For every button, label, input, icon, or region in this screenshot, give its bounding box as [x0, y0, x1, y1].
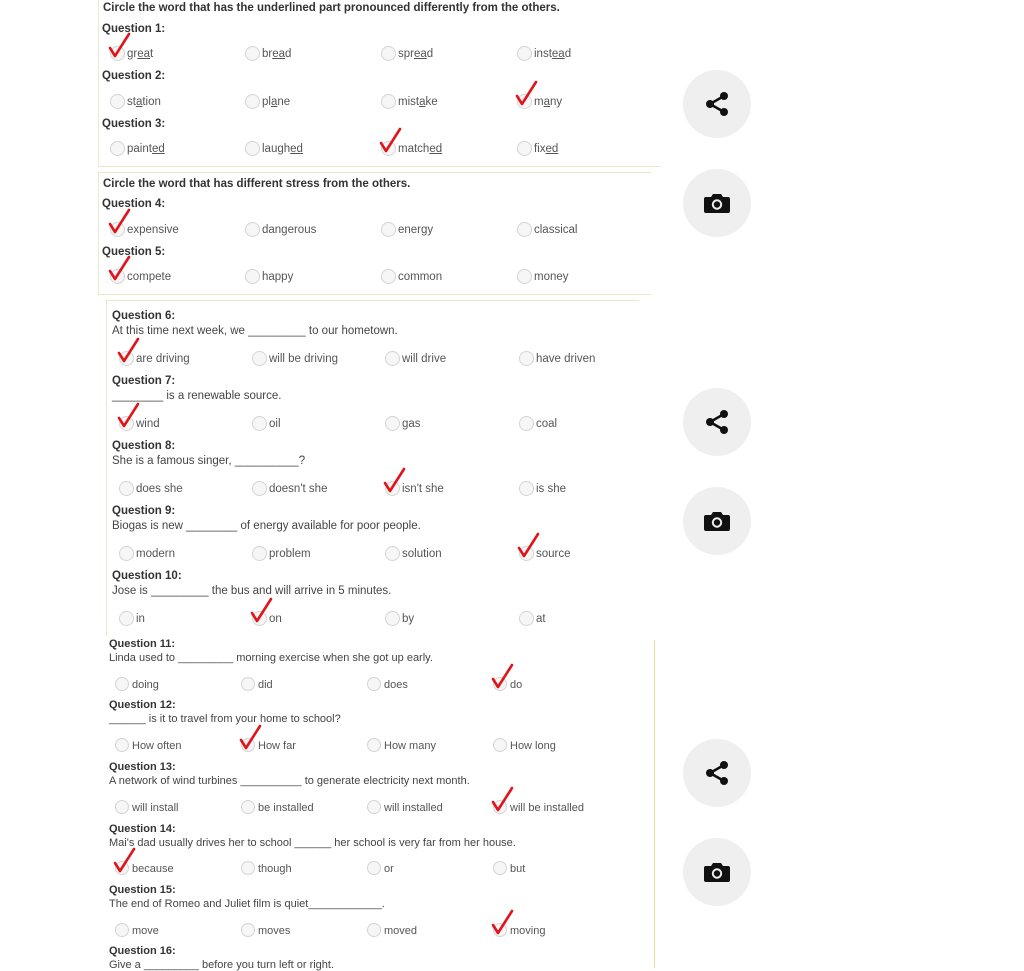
- radio-button[interactable]: [385, 481, 400, 496]
- radio-button[interactable]: [252, 546, 267, 561]
- underlined-part: ed: [429, 143, 443, 155]
- question-label: Question 6:: [112, 310, 176, 322]
- option-label: [262, 96, 290, 108]
- radio-button[interactable]: [245, 94, 260, 109]
- radio-button[interactable]: [252, 481, 267, 496]
- option-text-part: tion: [142, 96, 161, 108]
- option-label: move: [132, 925, 159, 937]
- option-label: gas: [402, 418, 421, 430]
- option-label: in: [136, 613, 145, 625]
- camera-button[interactable]: [683, 169, 751, 237]
- option-label: have driven: [536, 353, 596, 365]
- option-label: [127, 48, 153, 60]
- option-label: [398, 143, 442, 155]
- question-label: Question 16:: [109, 945, 176, 957]
- radio-button[interactable]: [115, 677, 129, 691]
- camera-button[interactable]: [683, 487, 751, 555]
- radio-button[interactable]: [493, 861, 507, 875]
- radio-button[interactable]: [245, 141, 260, 156]
- option-text-part: laugh: [262, 143, 291, 155]
- option-label: is she: [536, 483, 567, 495]
- option-label: will drive: [402, 353, 447, 365]
- question-label: Question 12:: [109, 699, 176, 711]
- radio-button[interactable]: [493, 738, 507, 752]
- option-label: coal: [536, 418, 558, 430]
- radio-button[interactable]: [245, 269, 260, 284]
- option-label: because: [132, 863, 174, 875]
- option-label: energy: [398, 224, 434, 236]
- option-label: How often: [132, 740, 182, 752]
- option-text-part: inst: [534, 48, 552, 60]
- option-label: be installed: [258, 802, 314, 814]
- option-label: [262, 48, 291, 60]
- radio-button[interactable]: [245, 46, 260, 61]
- radio-button[interactable]: [493, 677, 507, 691]
- radio-button[interactable]: [252, 416, 267, 431]
- radio-button[interactable]: [245, 222, 260, 237]
- question-label: Question 11:: [109, 638, 176, 650]
- underlined-part: ed: [290, 143, 303, 155]
- option-label: isn't she: [402, 483, 444, 495]
- option-label: doing: [132, 679, 159, 691]
- question-text: Jose is _________ the bus and will arrive in 5 minutes.: [112, 585, 392, 597]
- radio-button[interactable]: [517, 94, 532, 109]
- option-text-part: d: [426, 48, 434, 60]
- radio-button[interactable]: [252, 351, 267, 366]
- option-text-part: gr: [127, 48, 138, 60]
- option-label: [534, 143, 558, 155]
- camera-button[interactable]: [683, 838, 751, 906]
- option-label: will install: [132, 802, 179, 814]
- option-label: will be installed: [510, 802, 584, 814]
- question-label: Question 5:: [102, 246, 166, 258]
- option-label: doesn't she: [269, 483, 328, 495]
- option-label: oil: [269, 418, 281, 430]
- radio-button[interactable]: [115, 923, 129, 937]
- option-label: did: [258, 679, 273, 691]
- radio-button[interactable]: [241, 800, 255, 814]
- question-text: At this time next week, we _________ to our hometown.: [112, 325, 398, 337]
- radio-button[interactable]: [241, 861, 255, 875]
- option-text-part: spr: [398, 48, 414, 60]
- share-icon: [702, 758, 732, 788]
- question-label: Question 4:: [102, 198, 166, 210]
- question-text: Linda used to _________ morning exercise when she got up early.: [109, 652, 433, 664]
- section-instruction: Circle the word that has different stress from the others.: [103, 178, 411, 190]
- question-text: Biogas is new ________ of energy available for poor people.: [112, 520, 421, 532]
- option-label: problem: [269, 548, 311, 560]
- option-label: modern: [136, 548, 175, 560]
- question-label: Question 13:: [109, 761, 176, 773]
- option-text-part: paint: [127, 143, 152, 155]
- option-label: How long: [510, 740, 556, 752]
- radio-button[interactable]: [110, 269, 125, 284]
- underlined-part: ea: [413, 48, 427, 60]
- option-text-part: st: [127, 96, 136, 108]
- radio-button[interactable]: [385, 546, 400, 561]
- option-text-part: br: [262, 48, 273, 60]
- question-label: Question 9:: [112, 505, 176, 517]
- option-text-part: d: [564, 48, 572, 60]
- radio-button[interactable]: [519, 546, 534, 561]
- option-label: classical: [534, 224, 578, 236]
- underlined-part: a: [419, 96, 426, 108]
- option-text-part: t: [150, 48, 154, 60]
- option-label: common: [398, 271, 443, 283]
- option-text-part: ny: [550, 96, 563, 108]
- radio-button[interactable]: [119, 416, 134, 431]
- option-label: though: [258, 863, 292, 875]
- radio-button[interactable]: [493, 800, 507, 814]
- share-icon: [702, 89, 732, 119]
- underlined-part: a: [270, 96, 278, 108]
- radio-button[interactable]: [381, 46, 396, 61]
- radio-button[interactable]: [367, 923, 381, 937]
- question-text: ______ is it to travel from your home to school?: [109, 713, 341, 725]
- radio-button[interactable]: [517, 269, 532, 284]
- option-label: [398, 96, 438, 108]
- share-button[interactable]: [683, 739, 751, 807]
- radio-button[interactable]: [367, 861, 381, 875]
- underlined-part: ea: [272, 48, 286, 60]
- radio-button[interactable]: [381, 94, 396, 109]
- option-text-part: ke: [425, 96, 438, 108]
- camera-icon: [702, 857, 732, 887]
- camera-icon: [702, 506, 732, 536]
- radio-button[interactable]: [519, 351, 534, 366]
- option-label: by: [402, 613, 415, 625]
- option-label: [127, 143, 165, 155]
- question-label: Question 14:: [109, 823, 176, 835]
- question-text: Give a _________ before you turn left or right.: [109, 959, 335, 971]
- radio-button[interactable]: [115, 738, 129, 752]
- radio-button[interactable]: [381, 141, 396, 156]
- option-label: are driving: [136, 353, 190, 365]
- pronunciation-section: [98, 0, 661, 167]
- share-icon: [702, 407, 732, 437]
- underlined-part: ea: [551, 48, 565, 60]
- radio-button[interactable]: [252, 611, 267, 626]
- option-text-part: pl: [262, 96, 271, 108]
- option-label: wind: [136, 418, 160, 430]
- option-label: at: [536, 613, 546, 625]
- radio-button[interactable]: [385, 416, 400, 431]
- radio-button[interactable]: [493, 923, 507, 937]
- radio-button[interactable]: [115, 800, 129, 814]
- option-label: happy: [262, 271, 294, 283]
- radio-button[interactable]: [381, 269, 396, 284]
- radio-button[interactable]: [519, 416, 534, 431]
- option-label: compete: [127, 271, 172, 283]
- underlined-part: ed: [151, 143, 165, 155]
- radio-button[interactable]: [381, 222, 396, 237]
- radio-button[interactable]: [519, 481, 534, 496]
- radio-button[interactable]: [385, 351, 400, 366]
- option-text-part: m: [534, 96, 544, 108]
- question-text: The end of Romeo and Juliet film is quiet____________.: [109, 898, 385, 910]
- radio-button[interactable]: [241, 677, 255, 691]
- option-text-part: ne: [277, 96, 291, 108]
- option-label: does: [384, 679, 408, 691]
- option-label: or: [384, 863, 394, 875]
- option-label: will be driving: [269, 353, 339, 365]
- option-label: will installed: [384, 802, 443, 814]
- option-text-part: match: [398, 143, 430, 155]
- radio-button[interactable]: [367, 800, 381, 814]
- option-label: How many: [384, 740, 436, 752]
- question-label: Question 1:: [102, 23, 166, 35]
- option-label: dangerous: [262, 224, 317, 236]
- option-label: [262, 143, 303, 155]
- radio-button[interactable]: [119, 351, 134, 366]
- question-label: Question 8:: [112, 440, 176, 452]
- option-label: [534, 96, 562, 108]
- question-label: Question 2:: [102, 70, 166, 82]
- option-label: money: [534, 271, 569, 283]
- question-text: She is a famous singer, __________?: [112, 455, 306, 467]
- radio-button[interactable]: [517, 222, 532, 237]
- option-text-part: d: [285, 48, 292, 60]
- radio-button[interactable]: [367, 738, 381, 752]
- radio-button[interactable]: [110, 141, 125, 156]
- radio-button[interactable]: [367, 677, 381, 691]
- option-text-part: fix: [534, 143, 546, 155]
- question-label: Question 15:: [109, 884, 176, 896]
- option-label: do: [510, 679, 523, 691]
- radio-button[interactable]: [385, 611, 400, 626]
- share-button[interactable]: [683, 388, 751, 456]
- option-label: on: [269, 613, 282, 625]
- option-label: [398, 48, 433, 60]
- option-label: source: [536, 548, 571, 560]
- option-label: [534, 48, 571, 60]
- underlined-part: ea: [137, 48, 151, 60]
- underlined-part: ed: [545, 143, 559, 155]
- option-label: How far: [258, 740, 296, 752]
- option-label: solution: [402, 548, 442, 560]
- option-label: does she: [136, 483, 183, 495]
- option-label: moved: [384, 925, 418, 937]
- radio-button[interactable]: [119, 546, 134, 561]
- underlined-part: a: [543, 96, 550, 108]
- radio-button[interactable]: [119, 481, 134, 496]
- option-label: expensive: [127, 224, 179, 236]
- share-button[interactable]: [683, 70, 751, 138]
- option-label: moving: [510, 925, 546, 937]
- radio-button[interactable]: [115, 861, 129, 875]
- camera-icon: [702, 188, 732, 218]
- question-label: Question 10:: [112, 570, 182, 582]
- question-label: Question 3:: [102, 118, 166, 130]
- radio-button[interactable]: [110, 46, 125, 61]
- option-label: but: [510, 863, 526, 875]
- option-label: moves: [258, 925, 291, 937]
- question-text: Mai's dad usually drives her to school ______ her school is very far from her house.: [109, 837, 516, 849]
- radio-button[interactable]: [110, 94, 125, 109]
- radio-button[interactable]: [110, 222, 125, 237]
- radio-button[interactable]: [519, 611, 534, 626]
- radio-button[interactable]: [241, 923, 255, 937]
- radio-button[interactable]: [517, 46, 532, 61]
- radio-button[interactable]: [241, 738, 255, 752]
- radio-button[interactable]: [119, 611, 134, 626]
- question-label: Question 7:: [112, 375, 176, 387]
- section-instruction: Circle the word that has the underlined part pronounced differently from the others.: [103, 2, 560, 14]
- question-text: A network of wind turbines __________ to generate electricity next month.: [109, 775, 470, 787]
- radio-button[interactable]: [517, 141, 532, 156]
- question-text: ________ is a renewable source.: [112, 390, 282, 402]
- option-text-part: mist: [398, 96, 420, 108]
- option-label: [127, 96, 161, 108]
- underlined-part: a: [135, 96, 143, 108]
